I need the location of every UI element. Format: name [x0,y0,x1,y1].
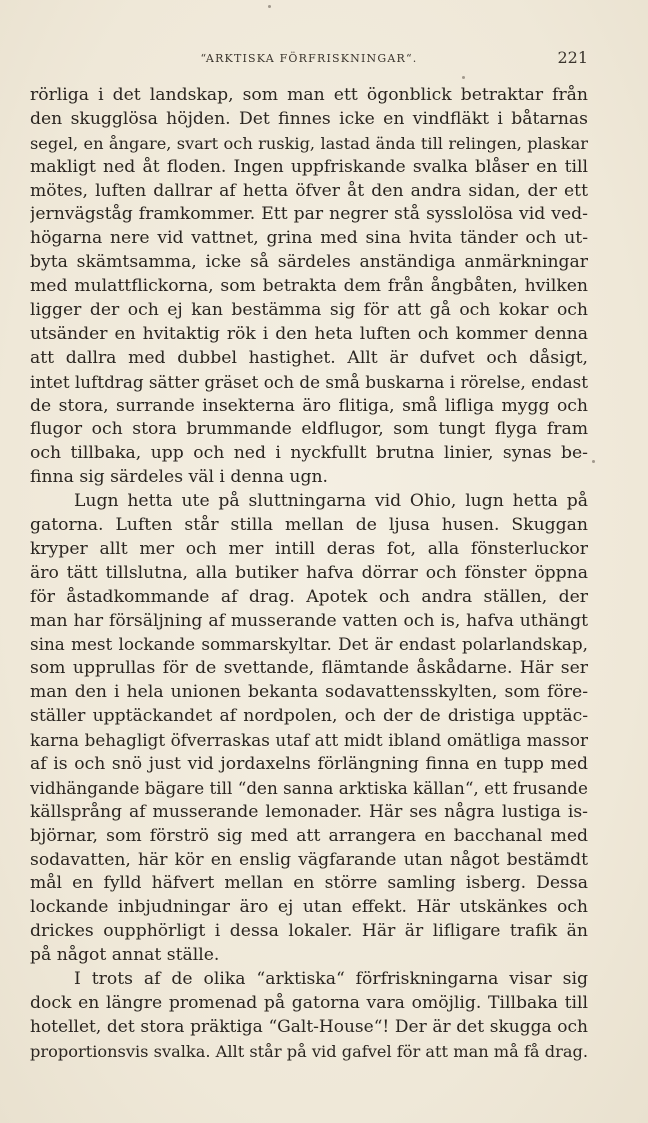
text-line: äro tätt tillslutna, alla butiker hafva dörrar och fönster öppna [30,562,588,583]
text-line: dock en längre promenad på gatorna vara omöjlig. Tillbaka till [30,992,588,1013]
text-line: lockande inbjudningar äro ej utan effekt. Här utskänkes och [30,897,588,918]
text-line: af is och snö just vid jordaxelns förlängning finna en tupp med [30,753,588,774]
text-line: att dallra med dubbel hastighet. Allt är dufvet och dåsigt, [30,347,588,368]
paragraph-end-line: på något annat ställe. [30,945,220,966]
text-line: med mulattflickorna, som betrakta dem från ångbåten, hvilken [30,276,588,297]
text-line: för åstadkommande af drag. Apotek och andra ställen, der [30,586,588,607]
paragraph-end-line: finna sig särdeles väl i denna ugn. [30,467,329,488]
text-line: källsprång af musserande lemonader. Här ses några lustiga is- [30,801,588,822]
text-line: ligger der och ej kan bestämma sig för att gå och kokar och [30,300,588,321]
text-line: björnar, som förströ sig med att arrangera en bacchanal med [30,825,588,846]
body-text [30,84,588,1064]
text-line: kryper allt mer och mer intill deras fot, alla fönsterluckor [30,538,588,559]
text-line: byta skämtsamma, icke så särdeles anständiga anmärkningar [30,252,588,273]
text-line: proportionsvis svalka. Allt står på vid gafvel för att man må få drag. [30,1041,588,1061]
text-line: gatorna. Luften står stilla mellan de ljusa husen. Skuggan [30,515,588,536]
text-line: makligt ned åt floden. Ingen uppfriskande svalka blåser en till [30,156,588,177]
text-line: segel, en ångare, svart och ruskig, lastad ända till relingen, plaskar [30,133,588,153]
text-line: hotellet, det stora präktiga “Galt-House“! Der är det skugga och [30,1016,588,1037]
text-line: karna behagligt öfverraskas utaf att midt ibland omätliga massor [30,730,588,751]
text-line: flugor och stora brummande eldflugor, som tungt flyga fram [30,419,588,440]
text-line: vidhängande bägare till “den sanna arktiska källan“, ett frusande [30,777,588,798]
paragraph-start-line: I trots af de olika “arktiska“ förfriskningarna visar sig [74,968,588,989]
text-line: man den i hela unionen bekanta sodavattensskylten, som före- [30,682,588,703]
text-line: intet luftdrag sätter gräset och de små buskarna i rörelse, endast [30,371,588,392]
text-line: jernvägståg framkommer. Ett par negrer stå sysslolösa vid ved- [30,204,588,225]
running-title: “ARKTISKA FÖRFRISKNINGAR“. [200,52,418,65]
page-header [30,46,588,70]
paragraph-start-line: Lugn hetta ute på sluttningarna vid Ohio, lugn hetta på [74,491,588,512]
text-line: den skugglösa höjden. Det finnes icke en vindfläkt i båtarnas [30,108,588,129]
text-line: man har försäljning af musserande vatten och is, hafva uthängt [30,610,588,631]
text-line: drickes oupphörligt i dessa lokaler. Här är lifligare trafik än [30,921,588,942]
text-line: högarna nere vid vattnet, grina med sina hvita tänder och ut- [30,228,588,249]
text-line: mötes, luften dallrar af hetta öfver åt den andra sidan, der ett [30,180,588,201]
paper-speck [592,460,595,463]
paper-speck [462,76,465,79]
text-line: sodavatten, här kör en enslig vägfarande utan något bestämdt [30,849,588,870]
text-line: och tillbaka, upp och ned i nyckfullt brutna linier, synas be- [30,443,588,464]
text-line: mål en fylld häfvert mellan en större samling isberg. Dessa [30,873,588,894]
text-line: sina mest lockande sommarskyltar. Det är endast polarlandskap, [30,634,588,655]
text-line: utsänder en hvitaktig rök i den heta luften och kommer denna [30,323,588,344]
text-line: ställer upptäckandet af nordpolen, och der de dristiga upptäc- [30,706,588,727]
text-line: de stora, surrande insekterna äro flitiga, små lifliga mygg och [30,395,588,416]
text-line: som upprullas för de svettande, flämtande åskådarne. Här ser [30,658,588,679]
paper-speck [268,5,271,8]
page-number: 221 [557,48,588,67]
text-line: rörliga i det landskap, som man ett ögonblick betraktar från [30,85,588,105]
